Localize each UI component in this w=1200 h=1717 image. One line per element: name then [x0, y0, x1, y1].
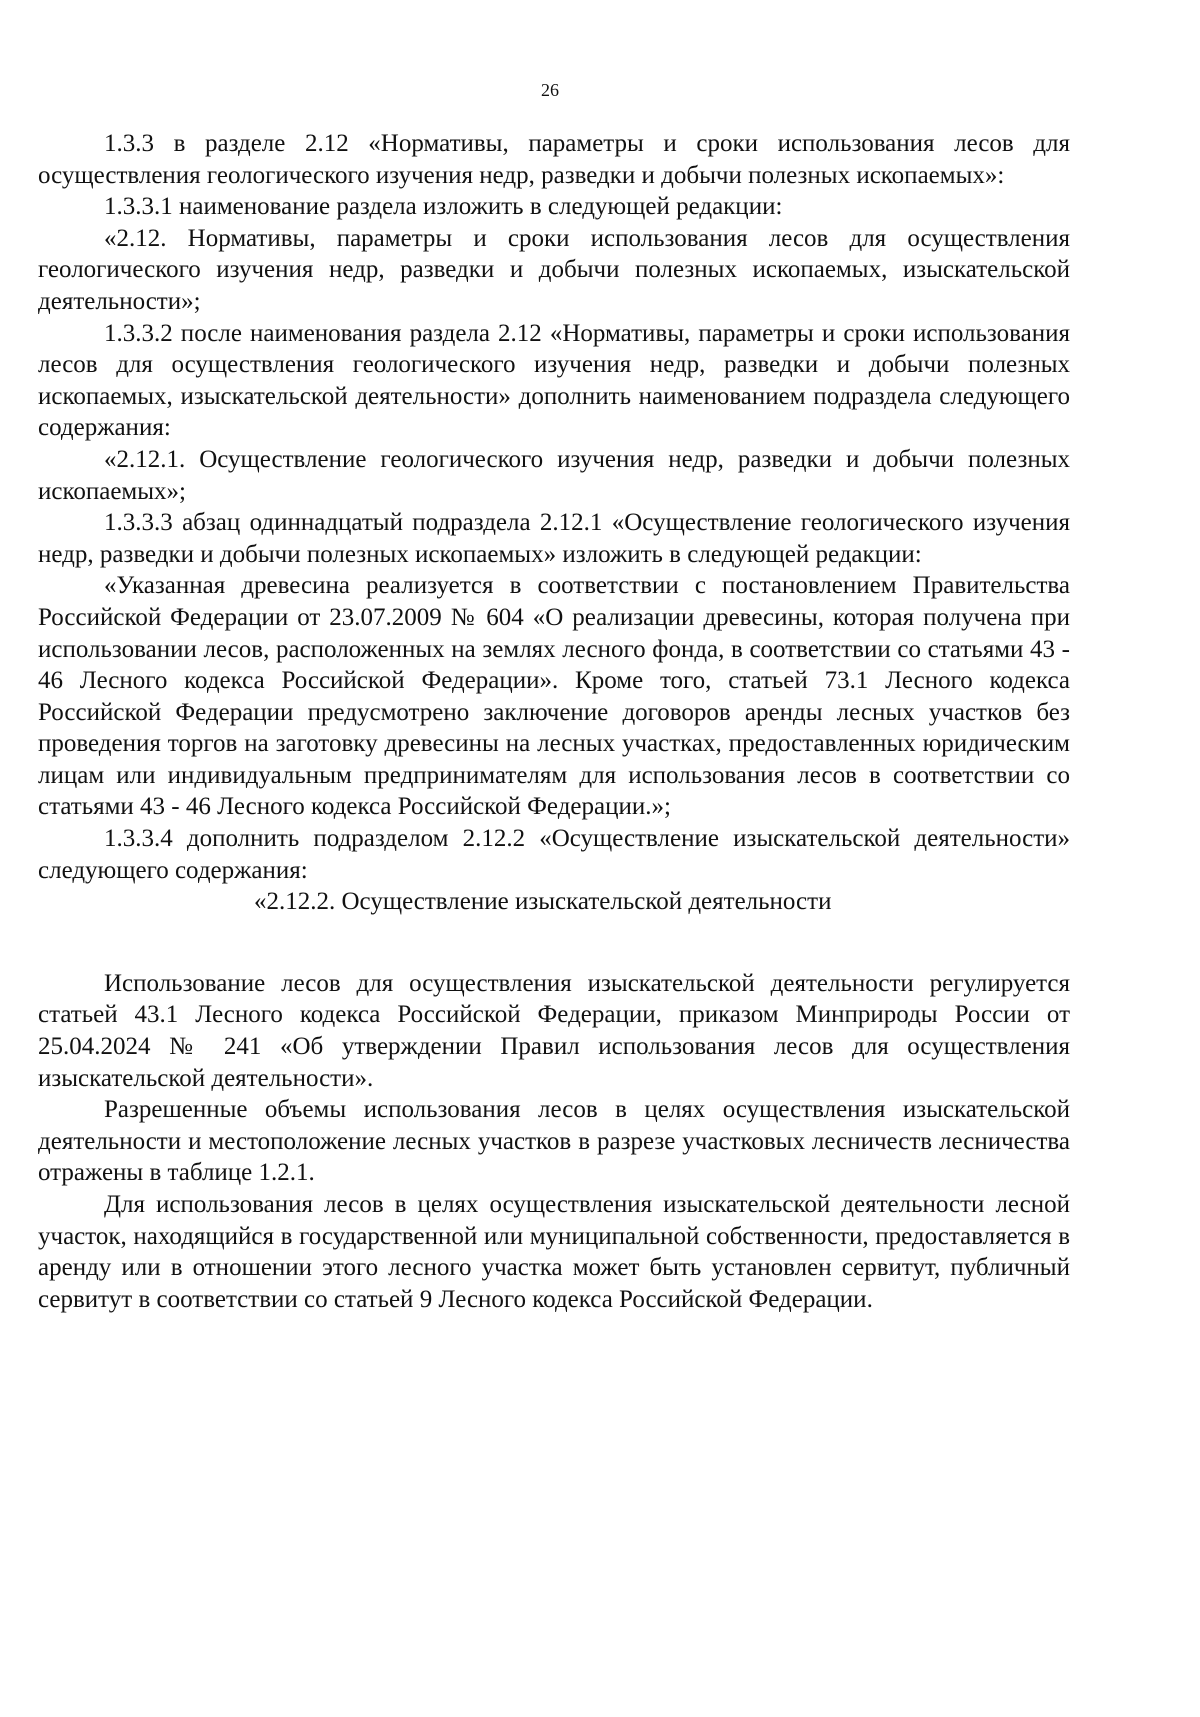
paragraph-1-3-3: 1.3.3 в разделе 2.12 «Нормативы, параметры и сроки использования лесов для осуществления геологического изучения недр, разведки и добычи полезных ископаемых»:: [38, 130, 1070, 189]
paragraph-1-3-3-3: 1.3.3.3 абзац одиннадцатый подраздела 2.12.1 «Осуществление геологического изучения недр, разведки и добычи полезных ископаемых» изложить в следующей редакции:: [38, 509, 1070, 568]
paragraph-lease-servitude: Для использования лесов в целях осуществления изыскательской деятельности лесной участок, находящийся в государственной или муниципальной собственности, предоставляется в аренду или в отношении этого лесного участка может быть установлен сервитут, публичный сервитут в соответствии со статьей 9 Лесного кодекса Российской Федерации.: [38, 1191, 1070, 1313]
subsection-2-12-2-heading: «2.12.2. Осуществление изыскательской деятельности: [254, 888, 832, 916]
quote-section-2-12-title: «2.12. Нормативы, параметры и сроки использования лесов для осуществления геологического изучения недр, разведки и добычи полезных ископаемых, изыскательской деятельности»;: [38, 224, 1070, 315]
document-body: [38, 128, 1070, 1315]
page-number: 26: [541, 80, 559, 100]
blank-line: [38, 918, 1070, 968]
quote-subsection-2-12-1-title: «2.12.1. Осуществление геологического изучения недр, разведки и добычи полезных ископаемых»;: [38, 445, 1070, 505]
quote-wood-sale-paragraph: «Указанная древесина реализуется в соответствии с постановлением Правительства Российской Федерации от 23.07.2009 № 604 «О реализации древесины, которая получена при использовании лесов, расположенных на землях лесного фонда, в соответствии со статьями 43 - 46 Лесного кодекса Российской Федерации». Кроме того, статьей 73.1 Лесного кодекса Российской Федерации предусмотрено заключение договоров аренды лесных участков без проведения торгов на заготовку древесины на лесных участках, предоставленных юридическим лицам или индивидуальным предпринимателям для использования лесов в соответствии со статьями 43 - 46 Лесного кодекса Российской Федерации.»;: [38, 572, 1070, 821]
paragraph-survey-regulation: Использование лесов для осуществления изыскательской деятельности регулируется статьей 43.1 Лесного кодекса Российской Федерации, приказом Минприроды России от 25.04.2024 № 241 «Об утверждении Правил использования лесов для осуществления изыскательской деятельности».: [38, 969, 1070, 1092]
paragraph-1-3-3-4: 1.3.3.4 дополнить подразделом 2.12.2 «Осуществление изыскательской деятельности» следующего содержания:: [38, 825, 1070, 884]
paragraph-1-3-3-1: 1.3.3.1 наименование раздела изложить в следующей редакции:: [104, 193, 783, 221]
paragraph-1-3-3-2: 1.3.3.2 после наименования раздела 2.12 «Нормативы, параметры и сроки использования лесов для осуществления геологического изучения недр, разведки и добычи полезных ископаемых, изыскательской деятельности» дополнить наименованием подраздела следующего содержания:: [38, 319, 1070, 442]
paragraph-permitted-volumes: Разрешенные объемы использования лесов в целях осуществления изыскательской деятельности и местоположение лесных участков в разрезе участковых лесничеств лесничества отражены в таблице 1.2.1.: [38, 1096, 1070, 1187]
